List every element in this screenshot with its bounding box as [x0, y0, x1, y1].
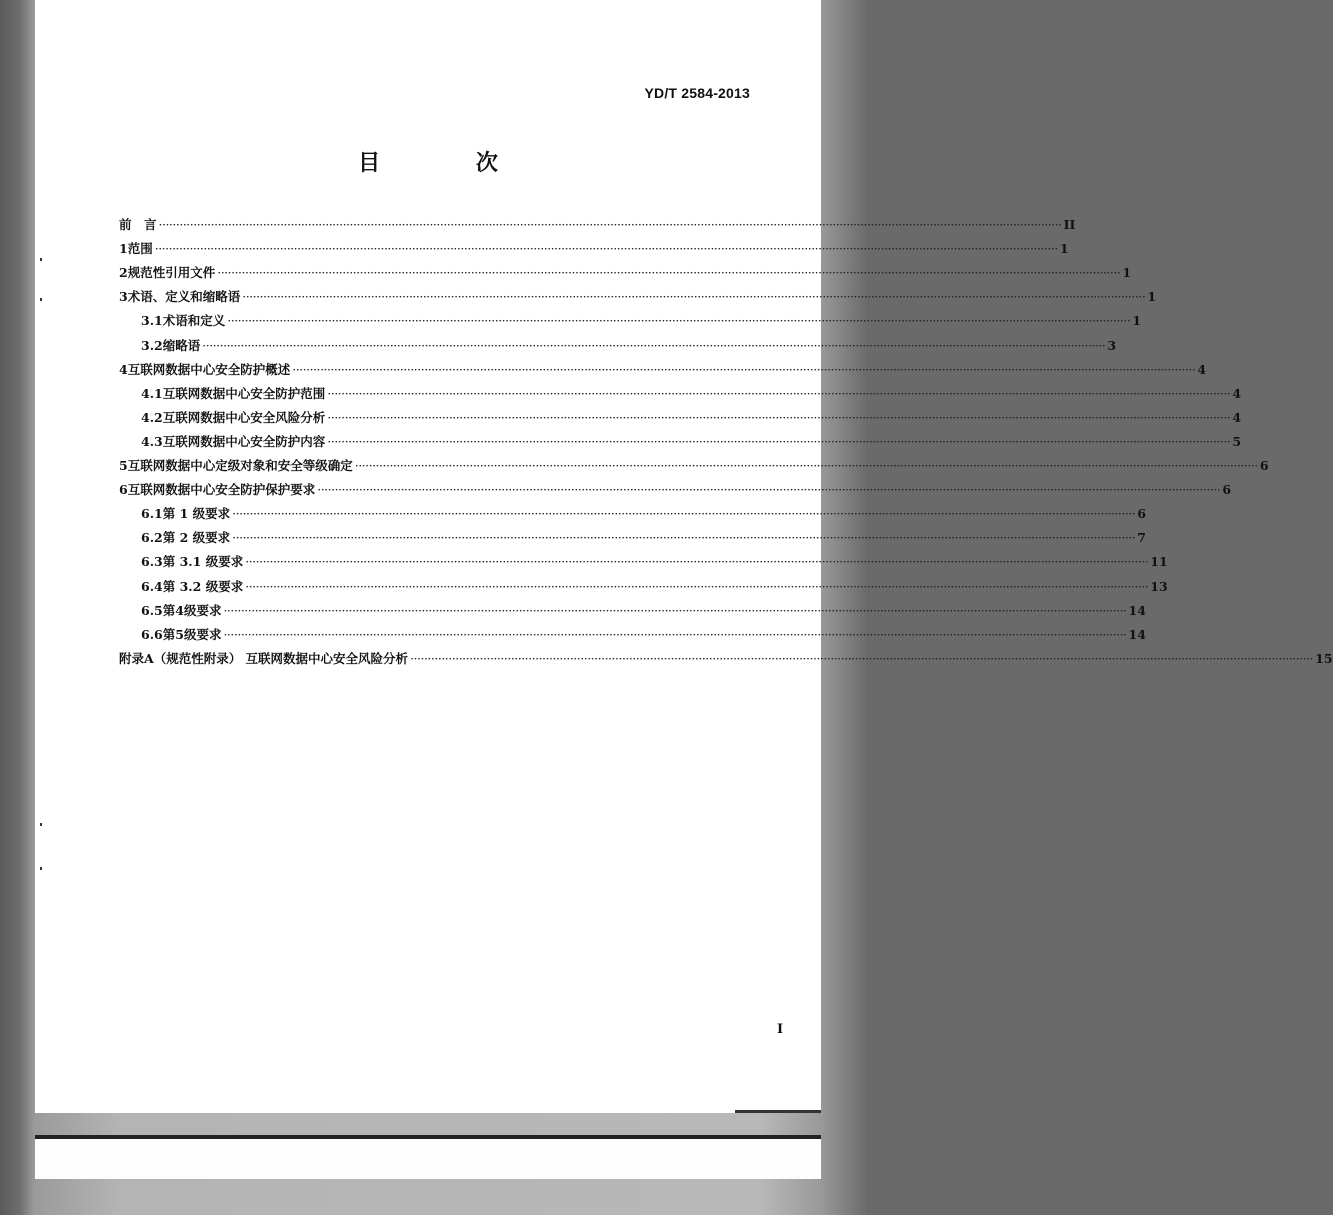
toc-leader-dots: ···································································································································································································································································· [223, 602, 1127, 618]
toc-leader-dots: ···································································································································································································································································· [223, 626, 1127, 642]
toc-entry-label: 互联网数据中心安全风险分析 [162, 409, 326, 425]
toc-entry-number: 3.1 [141, 313, 163, 329]
toc-leader-dots: ···································································································································································································································································· [158, 217, 1062, 232]
toc-entry-page: 14 [1128, 626, 1146, 642]
toc-entry[interactable] [141, 529, 1146, 547]
toc-leader-dots: ···································································································································································································································································· [317, 482, 1221, 498]
toc-entry-label: 互联网数据中心定级对象和安全等级确定 [127, 458, 353, 473]
page-title: 目 次 [358, 151, 542, 176]
toc-entry-label: 互联网数据中心安全防护内容 [162, 433, 326, 449]
toc-entry-page: 4 [1232, 409, 1242, 425]
toc-entry-page: 1 [1059, 241, 1069, 257]
toc-entry-page: 3 [1107, 337, 1117, 353]
toc-entry-number: 6 [119, 482, 128, 498]
toc-entry-number: 6.4 [141, 578, 163, 594]
toc-entry-label: 第 3.2 级要求 [162, 578, 244, 594]
toc-leader-dots: ···································································································································································································································································· [245, 578, 1149, 594]
toc-leader-dots: ···································································································································································································································································· [242, 289, 1146, 305]
toc-entry[interactable] [141, 505, 1146, 523]
toc-entry-number: 4.3 [141, 433, 163, 449]
toc-entry[interactable] [141, 409, 1242, 427]
toc-entry-page: 1 [1132, 313, 1142, 329]
toc-entry-label: 互联网数据中心安全防护保护要求 [127, 482, 316, 498]
toc-entry[interactable] [141, 602, 1146, 620]
toc-entry-label: 互联网数据中心安全防护概述 [127, 361, 291, 377]
toc-leader-dots: ···································································································································································································································································· [202, 337, 1106, 353]
toc-leader-dots: ···································································································································································································································································· [410, 650, 1314, 666]
toc-entry[interactable] [141, 553, 1168, 571]
toc-leader-dots: ···································································································································································································································································· [327, 409, 1231, 425]
toc-entry-number: 6.3 [141, 554, 163, 570]
toc-entry[interactable] [119, 240, 1069, 258]
toc-entry-page: 6 [1137, 506, 1146, 522]
toc-leader-dots: ···································································································································································································································································· [232, 506, 1136, 522]
document-page [35, 0, 1333, 1113]
toc-entry-page: 15 [1315, 650, 1333, 666]
scan-speck [40, 867, 42, 870]
toc-entry[interactable] [119, 650, 1333, 668]
toc-entry-number: 4 [119, 361, 128, 377]
toc-entry[interactable] [119, 361, 1207, 379]
next-page-edge [35, 1135, 821, 1179]
toc-entry-number: 4.1 [141, 385, 163, 401]
toc-entry[interactable] [119, 481, 1232, 499]
toc-entry-page: 4 [1197, 361, 1207, 377]
toc-leader-dots: ···································································································································································································································································· [217, 265, 1121, 281]
toc-entry-label: 第 2 级要求 [162, 530, 231, 546]
toc-leader-dots: ···································································································································································································································································· [227, 313, 1131, 329]
toc-entry-page: 1 [1122, 265, 1132, 281]
toc-leader-dots: ···································································································································································································································································· [327, 385, 1231, 401]
scan-speck [40, 823, 42, 826]
toc-entry-number: 1 [119, 241, 128, 257]
toc-entry-page: 7 [1137, 530, 1146, 546]
toc-entry[interactable] [141, 626, 1146, 644]
toc-entry[interactable] [119, 264, 1132, 282]
toc-entry-label: 缩略语 [162, 337, 201, 353]
scan-speck [40, 258, 42, 261]
toc-leader-dots: ···································································································································································································································································· [154, 241, 1058, 257]
toc-entry[interactable] [119, 216, 1076, 234]
toc-leader-dots: ···································································································································································································································································· [354, 458, 1258, 473]
toc-entry-page: 14 [1128, 602, 1146, 618]
toc-entry[interactable] [141, 578, 1168, 596]
toc-entry-page: 5 [1232, 433, 1242, 449]
toc-entry[interactable] [141, 385, 1242, 403]
toc-entry-label: 前 言 [119, 217, 157, 232]
toc-entry-label: 第5级要求 [162, 626, 222, 642]
page-edge-line [735, 1110, 821, 1113]
toc-entry-number: 4.2 [141, 409, 163, 425]
toc-entry-label: 附录A（规范性附录） 互联网数据中心安全风险分析 [119, 650, 409, 666]
toc-leader-dots: ···································································································································································································································································· [245, 554, 1149, 570]
toc-entry-label: 术语、定义和缩略语 [127, 289, 241, 305]
toc-entry-page: 1 [1147, 289, 1157, 305]
toc-entry-number: 6.6 [141, 626, 163, 642]
toc-entry-number: 2 [119, 265, 128, 281]
standard-code: YD/T 2584-2013 [644, 85, 750, 101]
toc-leader-dots: ···································································································································································································································································· [232, 530, 1136, 546]
toc-entry-page: 13 [1150, 578, 1168, 594]
toc-entry-number: 3 [119, 289, 128, 305]
toc-entry-label: 术语和定义 [162, 313, 226, 329]
scan-speck [40, 298, 42, 301]
toc-entry-label: 第4级要求 [162, 602, 222, 618]
toc-entry-number: 3.2 [141, 337, 163, 353]
toc-entry-page: 4 [1232, 385, 1242, 401]
toc-entry[interactable] [141, 433, 1242, 451]
toc-entry[interactable] [119, 288, 1157, 306]
toc-entry-page: II [1063, 217, 1076, 232]
toc-entry[interactable] [141, 337, 1117, 355]
toc-entry-label: 第 1 级要求 [162, 506, 231, 522]
toc-entry-label: 互联网数据中心安全防护范围 [162, 385, 326, 401]
toc-entry-page: 6 [1222, 482, 1232, 498]
toc-leader-dots: ···································································································································································································································································· [327, 433, 1231, 449]
toc-entry-number: 6.5 [141, 602, 163, 618]
toc-entry[interactable] [141, 312, 1142, 330]
toc-entry-number: 5 [119, 458, 128, 473]
toc-entry-page: 6 [1259, 458, 1269, 473]
page-number: I [777, 1022, 784, 1037]
toc-entry[interactable] [119, 457, 1269, 475]
toc-entry-label: 范围 [127, 241, 153, 257]
toc-entry-number: 6.2 [141, 530, 163, 546]
toc-entry-number: 6.1 [141, 506, 163, 522]
toc-entry-page: 11 [1150, 554, 1168, 570]
toc-entry-label: 规范性引用文件 [127, 265, 216, 281]
toc-leader-dots: ···································································································································································································································································· [292, 361, 1196, 377]
toc-entry-label: 第 3.1 级要求 [162, 554, 244, 570]
